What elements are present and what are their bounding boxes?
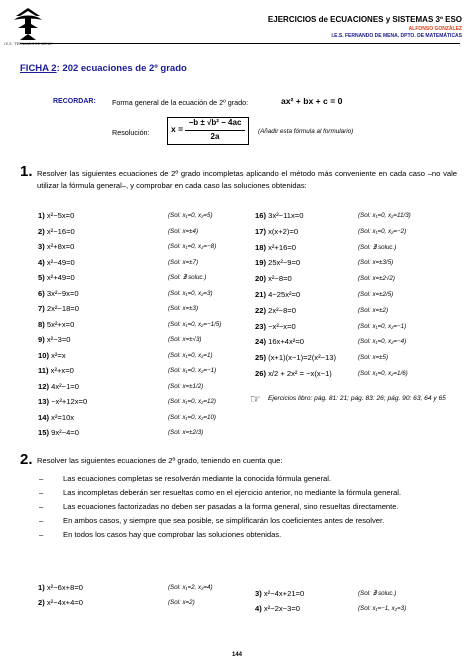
exercise-equation: x²−4x+4=0: [46, 598, 83, 607]
instruction-item: – En ambos casos, y siempre que sea posible, se simplificarán los coeficientes antes de resolver.: [37, 515, 462, 527]
exercise-equation: 16x+4x²=0: [268, 337, 304, 347]
exercise-number: 5): [38, 273, 47, 282]
exercise-solution: (Sol: x=±1/2): [168, 382, 204, 390]
exercise-number: 14): [38, 412, 52, 422]
exercise-number: 6): [38, 288, 47, 298]
exercise-item: [38, 304, 79, 317]
exercise-equation: (x+1)(x−1)=2(x²−13): [268, 353, 337, 363]
exercise-equation: x²+49=0: [46, 273, 75, 282]
exercise-item: [255, 290, 300, 303]
exercise-solution: (Sol: x₁=0, x₂=12): [168, 398, 216, 405]
exercise-equation: 2x²−8=0: [268, 305, 296, 315]
exercise-solution: (Sol: x₁=0, x₂=−2): [358, 227, 407, 235]
exercise-item: [38, 273, 75, 286]
exercise-number: 8): [38, 319, 47, 329]
exercise-equation: x²−49=0: [46, 257, 75, 267]
exercise-item: [38, 428, 79, 441]
formula-x: x =: [171, 124, 184, 134]
exercise-solution: (Sol: x=±3/5): [358, 259, 394, 267]
exercise-item: [255, 589, 304, 602]
exercise-number: 11): [38, 366, 51, 375]
exercise-number: 1): [38, 583, 47, 592]
exercise-number: 12): [38, 381, 52, 391]
logo-caption: I.E.S. "FERNANDO DE MENA": [4, 42, 53, 46]
exercise-equation: 4−25x²=0: [268, 290, 301, 299]
exercise-number: 10): [38, 350, 52, 360]
exercise-item: [255, 353, 336, 366]
recordar-label: RECORDAR:: [53, 98, 96, 105]
instruction-item: – En todos los casos hay que comprobar las soluciones obtenidas.: [37, 529, 462, 541]
formula-note: (Añadir esta fórmula al formulario): [258, 128, 354, 135]
exercise-solution: (Sol: x₁=−1, x₂=3): [358, 605, 407, 612]
exercise-item: [38, 583, 83, 596]
exercise-solution: (Sol: x₁=2, x₂=4): [168, 584, 213, 591]
exercise-number: 18): [255, 242, 269, 252]
exercise-number: 25): [255, 353, 269, 363]
exercise-item: [38, 413, 74, 426]
exercise-equation: x²=10x: [51, 412, 75, 422]
resolution-label: Resolución:: [112, 128, 150, 137]
exercise-item: [38, 598, 83, 611]
ficha-title: : 202 ecuaciones de 2º grado: [56, 63, 187, 74]
exercise-equation: x²=x: [51, 350, 66, 360]
exercise-number: 16): [255, 211, 269, 220]
exercise-item: [255, 322, 296, 335]
exercise-number: 3): [255, 589, 264, 598]
exercise-equation: 3x²−9x=0: [46, 288, 79, 298]
exercise-equation: x²+x=0: [50, 366, 74, 375]
author-name: ALFONSO GONZÁLEZ: [408, 26, 462, 32]
formula-fraction-bar: [185, 130, 245, 131]
exercise-item: [255, 306, 296, 319]
exercise-solution: (Sol: x₁=0, x₂=5): [168, 212, 213, 219]
textbook-exercises-note: Ejercicios libro: pág. 81: 21; pág. 83: 26; pág. 90: 63, 64 y 65: [268, 395, 446, 402]
exercise-equation: x(x+2)=0: [268, 226, 299, 236]
exercise-equation: x²+8x=0: [46, 242, 75, 251]
exercise-solution: (Sol: x₁=0, x₂=1/6): [358, 370, 408, 377]
section2-number: 2.: [20, 451, 33, 468]
exercise-solution: (Sol: x=±√3): [168, 336, 202, 343]
exercise-item: [38, 242, 74, 255]
ficha-label: FICHA 2: [20, 63, 57, 74]
exercise-equation: 25x²−9=0: [268, 258, 301, 268]
exercise-solution: (Sol: x=±7): [168, 258, 199, 266]
exercise-solution: (Sol: x=±2/3): [168, 429, 204, 436]
exercise-number: 20): [255, 274, 269, 284]
exercise-number: 13): [38, 397, 52, 406]
formula-denominator: 2a: [210, 132, 220, 141]
exercise-number: 21): [255, 290, 269, 299]
exercise-equation: x²−6x+8=0: [46, 583, 83, 592]
exercise-number: 7): [38, 304, 47, 313]
exercise-solution: (Sol: x=±2/5): [358, 291, 394, 298]
exercise-equation: x²−8=0: [268, 274, 292, 284]
exercise-item: [38, 382, 79, 395]
exercise-item: [38, 258, 75, 271]
ficha-heading: [20, 63, 187, 74]
exercise-number: 4): [255, 604, 264, 613]
exercise-solution: (Sol: ∄ soluc.): [358, 243, 397, 251]
exercise-number: 3): [38, 242, 47, 251]
exercise-item: [255, 337, 304, 350]
general-form-formula: ax² + bx + c = 0: [281, 96, 343, 106]
exercise-item: [38, 351, 66, 364]
exercise-number: 17): [255, 226, 269, 236]
exercise-equation: 2x²−18=0: [46, 304, 79, 313]
exercise-equation: x²−5x=0: [46, 211, 75, 220]
exercise-equation: x/2 + 2x² = −x(x−1): [268, 369, 332, 378]
exercise-equation: 4x²−1=0: [51, 381, 79, 391]
exercise-equation: 9x²−4=0: [51, 428, 79, 437]
exercise-solution: (Sol: x=±2√2): [358, 275, 395, 283]
exercise-equation: x²−3=0: [46, 335, 71, 344]
exercise-item: [255, 211, 303, 224]
exercise-equation: x²−16=0: [46, 226, 75, 236]
document-title: EJERCICIOS de ECUACIONES y SISTEMAS 3º ESO: [267, 15, 462, 24]
formula-numerator: −b ± √b² − 4ac: [188, 118, 242, 127]
exercise-solution: (Sol: x=2): [168, 599, 195, 606]
exercise-item: [255, 369, 332, 382]
exercise-solution: (Sol: x₁=0, x₂=−1/5): [168, 320, 222, 328]
exercise-item: [38, 397, 87, 410]
exercise-item: [255, 274, 292, 287]
exercise-solution: (Sol: x₁=0, x₂=1): [168, 351, 213, 359]
exercise-solution: (Sol: x=±4): [168, 227, 199, 235]
pointing-hand-icon: ☞: [250, 392, 261, 406]
exercise-number: 24): [255, 337, 269, 347]
exercise-number: 1): [38, 211, 47, 220]
header-rule: [20, 43, 460, 44]
exercise-equation: x²+16=0: [268, 242, 296, 252]
school-department: I.E.S. FERNANDO DE MENA. DPTO. DE MATEMÁTICAS: [331, 33, 462, 39]
exercise-equation: −x²+12x=0: [51, 397, 88, 406]
exercise-number: 2): [38, 226, 47, 236]
page-number: 144: [231, 652, 242, 658]
exercise-item: [38, 335, 71, 348]
exercise-item: [255, 227, 298, 240]
exercise-number: 22): [255, 305, 269, 315]
school-logo: [8, 6, 48, 46]
exercise-number: 2): [38, 598, 47, 607]
exercise-solution: (Sol: ∄ soluc.): [358, 590, 397, 597]
exercise-item: [38, 289, 79, 302]
exercise-item: [255, 604, 300, 617]
exercise-solution: (Sol: x₁=0, x₂=−8): [168, 243, 217, 250]
exercise-solution: (Sol: x=±2): [358, 306, 389, 314]
exercise-solution: (Sol: x=±5): [358, 354, 389, 362]
exercise-equation: x²−2x−3=0: [263, 604, 300, 613]
exercise-item: [38, 320, 74, 333]
exercise-number: 26): [255, 369, 269, 378]
exercise-number: 9): [38, 335, 47, 344]
exercise-number: 4): [38, 257, 47, 267]
exercise-item: [38, 227, 75, 240]
exercise-equation: 5x²+x=0: [46, 319, 75, 329]
exercise-solution: (Sol: x₁=0, x₂=−1): [168, 367, 217, 374]
exercise-solution: (Sol: x₁=0, x₂=−1): [358, 322, 407, 330]
instruction-item: – Las ecuaciones factorizadas no deben ser pasadas a la forma general, sino resueltas directamente.: [37, 501, 462, 513]
exercise-equation: x²−4x+21=0: [263, 589, 305, 598]
instruction-item: – Las incompletas deberán ser resueltas como en el ejercicio anterior, no mediante la fórmula general.: [37, 487, 462, 499]
exercise-item: [255, 258, 300, 271]
exercise-solution: (Sol: x₁=0, x₂=11/3): [358, 212, 411, 219]
section2-statement: Resolver las siguientes ecuaciones de 2º grado, teniendo en cuenta que:: [37, 456, 283, 465]
exercise-solution: (Sol: x=±3): [168, 305, 199, 312]
exercise-number: 15): [38, 428, 52, 437]
exercise-equation: 3x²−11x=0: [268, 211, 304, 220]
instruction-item: – Las ecuaciones completas se resolverán mediante la conocida fórmula general.: [37, 473, 462, 485]
section1-number: 1.: [20, 163, 33, 180]
exercise-item: [255, 243, 296, 256]
exercise-equation: −x²−x=0: [268, 321, 296, 331]
section2-instructions: [37, 473, 462, 543]
exercise-solution: (Sol: ∄ soluc.): [168, 274, 207, 281]
exercise-number: 23): [255, 321, 269, 331]
exercise-solution: (Sol: x₁=0, x₂=10): [168, 413, 216, 421]
exercise-item: [38, 211, 74, 224]
exercise-solution: (Sol: x₁=0, x₂=−4): [358, 338, 407, 346]
exercise-item: [38, 366, 74, 379]
recordar-text: Forma general de la ecuación de 2º grado:: [112, 98, 249, 107]
section1-statement: Resolver las siguientes ecuaciones de 2º grado incompletas aplicando el método más conveniente en cada caso –no vale utilizar la fórmula general–, y comprobar en cada caso las soluciones obtenidas:: [37, 169, 457, 190]
exercise-solution: (Sol: x₁=0, x₂=3): [168, 289, 213, 297]
exercise-number: 19): [255, 258, 269, 268]
